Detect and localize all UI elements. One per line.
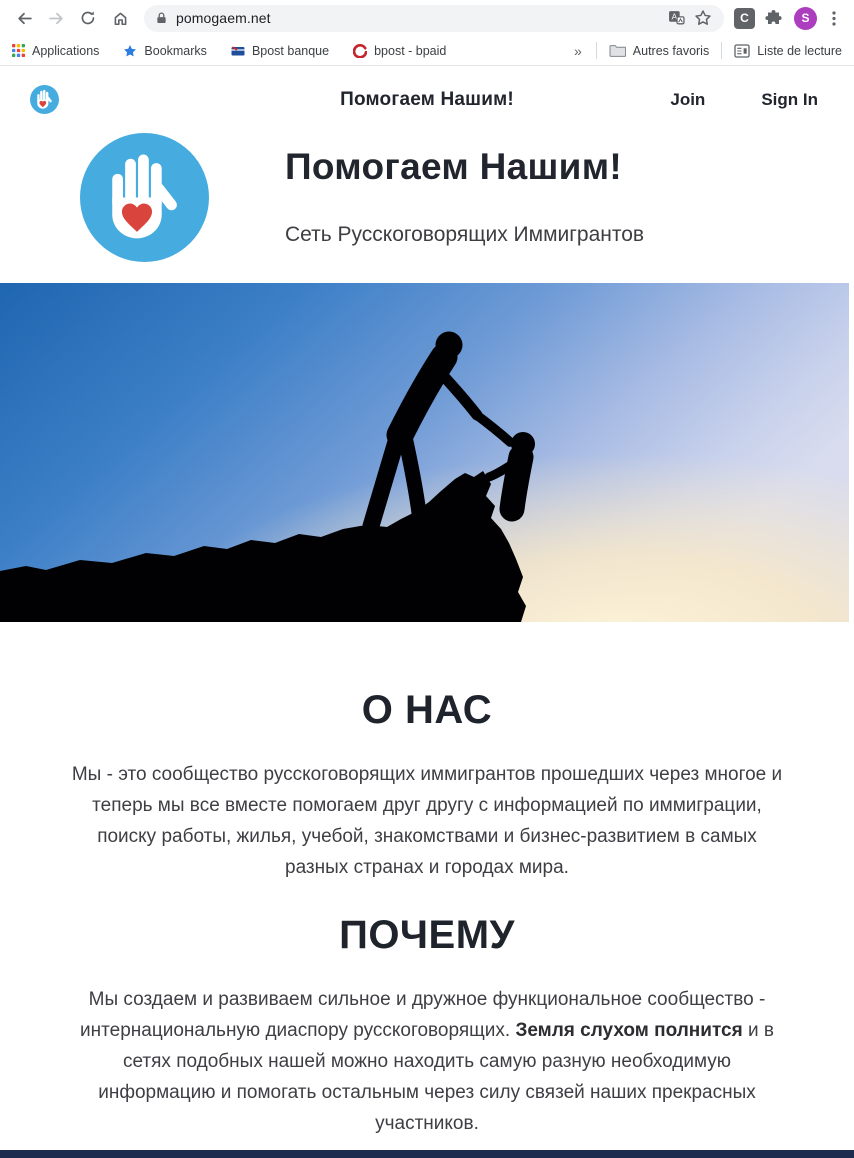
bookmark-label: Bpost banque — [251, 43, 330, 58]
kebab-menu-icon — [832, 10, 836, 27]
hand-heart-logo-icon — [80, 133, 209, 262]
profile-avatar[interactable]: S — [794, 7, 817, 30]
puzzle-icon — [765, 10, 782, 27]
forward-arrow-icon — [48, 10, 65, 27]
blue-star-icon — [123, 44, 137, 58]
nav-title: Помогаем Нашим! — [340, 88, 514, 110]
divider — [596, 42, 597, 59]
bookmark-item-bpaid[interactable] — [353, 44, 446, 58]
browser-chrome — [0, 0, 854, 66]
back-arrow-icon — [16, 10, 33, 27]
extensions-button[interactable] — [759, 4, 787, 32]
bookmarks-bar — [0, 36, 854, 66]
bookmark-item-applications[interactable] — [12, 44, 99, 58]
bookmark-item-bpost-banque[interactable] — [231, 44, 329, 58]
reload-button[interactable] — [74, 4, 102, 32]
svg-text:A: A — [671, 11, 678, 22]
bpaid-favicon — [353, 44, 367, 58]
divider — [721, 42, 722, 59]
translate-icon[interactable] — [668, 10, 685, 27]
home-icon — [112, 10, 129, 27]
reload-icon — [80, 10, 96, 26]
join-link[interactable]: Join — [670, 89, 706, 109]
footer-strip — [0, 1150, 854, 1158]
bookmark-label: Bookmarks — [144, 43, 207, 58]
apps-grid-icon — [12, 44, 25, 57]
extension-c-button[interactable]: C — [734, 8, 755, 29]
url-text: pomogaem.net — [176, 10, 271, 26]
reading-list-label: Liste de lecture — [757, 43, 842, 58]
bookmark-item-bookmarks[interactable] — [123, 44, 207, 58]
back-button[interactable] — [10, 4, 38, 32]
other-favorites-label: Autres favoris — [632, 43, 710, 58]
browser-toolbar — [0, 0, 854, 36]
folder-icon — [609, 44, 626, 58]
hero-image — [0, 283, 849, 622]
bpost-banque-favicon — [231, 44, 245, 58]
masthead-subtitle: Сеть Русскоговорящих Иммигрантов — [285, 223, 645, 246]
reading-list-button[interactable] — [734, 44, 842, 58]
home-button[interactable] — [106, 4, 134, 32]
why-text-before: Мы создаем и развиваем сильное и дружное функциональное сообщество - интернациональную диаспору русскоговорящих. — [80, 989, 766, 1041]
about-heading: О НАС — [361, 688, 493, 732]
bookmarks-overflow-chevron[interactable]: » — [574, 42, 582, 59]
signin-link[interactable]: Sign In — [761, 89, 818, 109]
why-paragraph — [71, 984, 783, 1139]
nav-links — [670, 66, 818, 133]
other-favorites-folder[interactable] — [609, 44, 709, 58]
lock-icon — [156, 11, 167, 25]
address-bar[interactable] — [144, 5, 724, 32]
why-heading: ПОЧЕМУ — [339, 913, 515, 957]
reading-list-icon — [734, 44, 750, 58]
site-logo-large — [80, 133, 209, 262]
bookmark-label: bpost - bpaid — [374, 43, 447, 58]
masthead-title: Помогаем Нашим! — [285, 146, 622, 187]
why-text-after: и в сетях подобных нашей можно находить самую разную необходимую информацию и помогать остальным через силу связей наших прекрасных участников. — [98, 1020, 774, 1134]
forward-button[interactable] — [42, 4, 70, 32]
browser-menu-button[interactable] — [824, 4, 844, 32]
why-bold-phrase: Земля слухом полнится — [515, 1020, 743, 1041]
about-paragraph: Мы - это сообщество русскоговорящих иммигрантов прошедших через многое и теперь мы все вместе помогаем друг другу с информацией по иммиграции, поиску работы, жилья, учебой, знакомствами и бизнес-развитием в самых разных странах и городах мира. — [71, 764, 783, 878]
site-nav — [0, 66, 854, 133]
masthead — [0, 133, 854, 283]
bookmark-star-icon[interactable] — [694, 9, 712, 27]
page-content — [0, 688, 854, 1139]
bookmark-label: Applications — [32, 43, 100, 58]
helping-hand-silhouette-photo — [0, 283, 849, 622]
